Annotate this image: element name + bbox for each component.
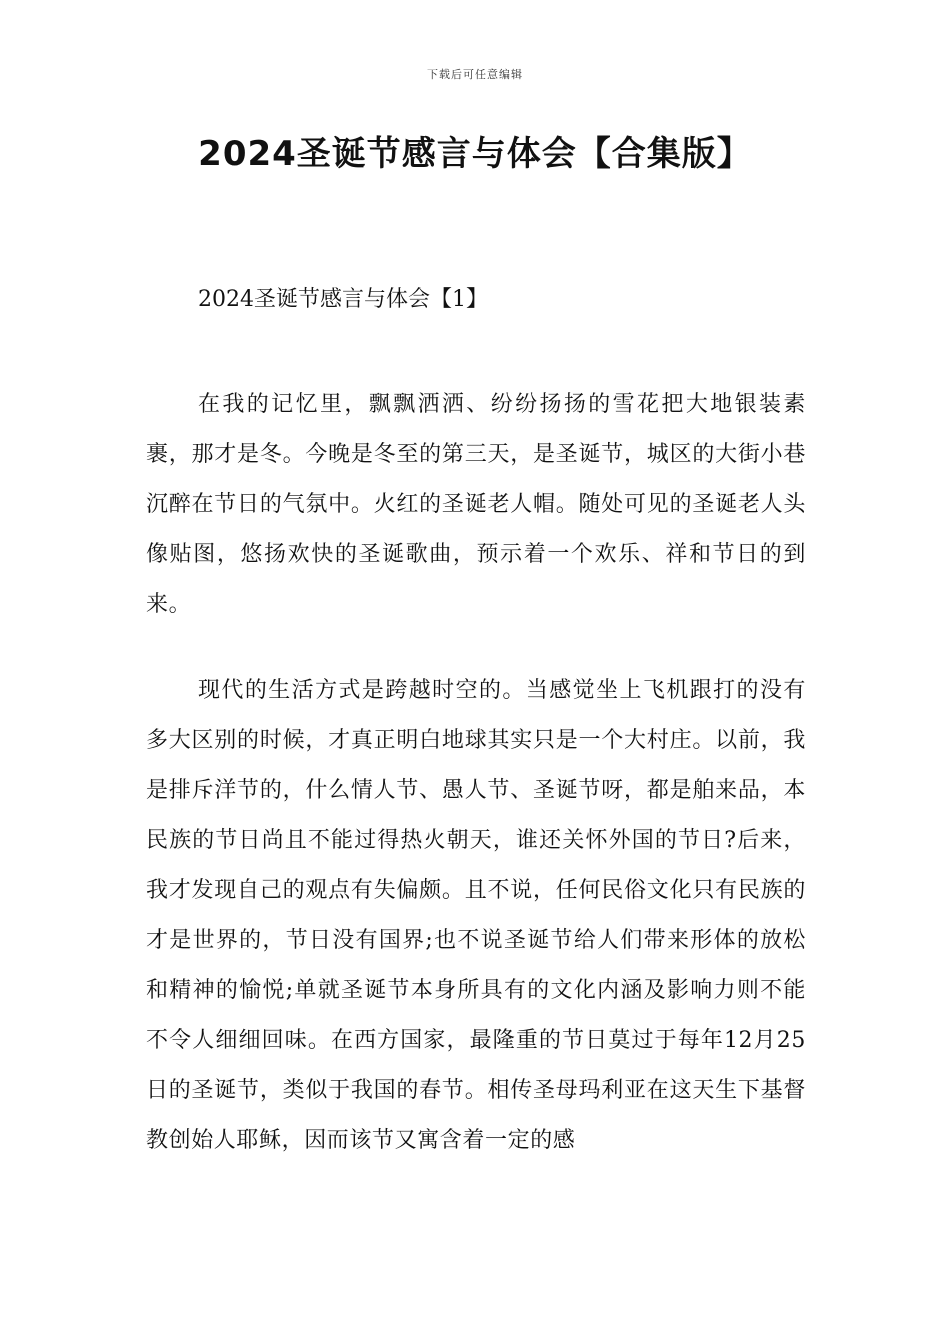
- paragraph: 在我的记忆里，飘飘洒洒、纷纷扬扬的雪花把大地银装素裹，那才是冬。今晚是冬至的第三天，是圣诞节，城区的大街小巷沉醉在节日的气氛中。火红的圣诞老人帽。随处可见的圣诞老人头像贴图，悠扬欢快的圣诞歌曲，预示着一个欢乐、祥和节日的到来。: [146, 392, 806, 617]
- paragraph: 现代的生活方式是跨越时空的。当感觉坐上飞机跟打的没有多大区别的时候，才真正明白地球其实只是一个大村庄。以前，我是排斥洋节的，什么情人节、愚人节、圣诞节呀，都是舶来品，本民族的节日尚且不能过得热火朝天，谁还关怀外国的节日?后来，我才发现自己的观点有失偏颇。且不说，任何民俗文化只有民族的才是世界的，节日没有国界;也不说圣诞节给人们带来形体的放松和精神的愉悦;单就圣诞节本身所具有的文化内涵及影响力则不能不令人细细回味。在西方国家，最隆重的节日莫过于每年12月25日的圣诞节，类似于我国的春节。相传圣母玛利亚在这天生下基督教创始人耶稣，因而该节又寓含着一定的感: [146, 678, 806, 1153]
- header-note: 下载后可任意编辑: [427, 68, 523, 81]
- section-heading: 2024圣诞节感言与体会【1】: [198, 287, 488, 312]
- document-body: [146, 280, 806, 1202]
- document-title: 2024圣诞节感言与体会【合集版】: [198, 134, 752, 174]
